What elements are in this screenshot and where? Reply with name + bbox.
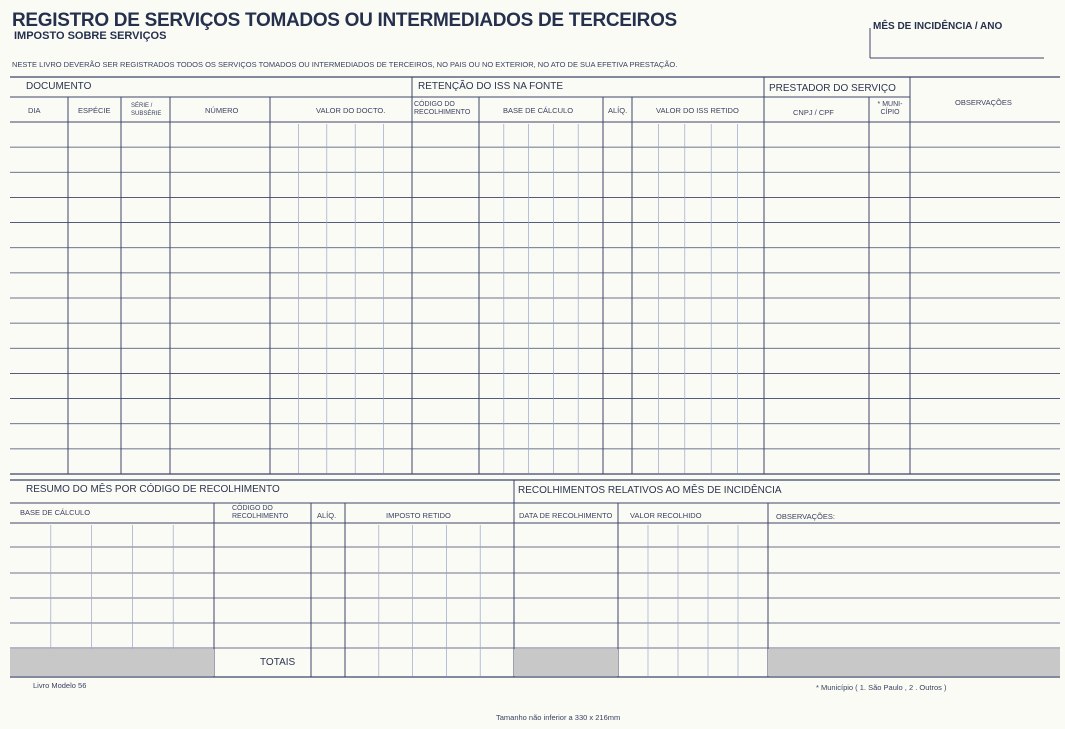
resumo-col-imposto: IMPOSTO RETIDO <box>386 511 451 520</box>
section-prestador: PRESTADOR DO SERVIÇO <box>769 83 896 94</box>
footer-municipio-note: * Município ( 1. São Paulo , 2 . Outros ) <box>816 683 947 692</box>
mes-incidencia-label: MÊS DE INCIDÊNCIA / ANO <box>873 21 1003 32</box>
resumo-col-base-calculo: BASE DE CÁLCULO <box>20 508 91 517</box>
form-title: REGISTRO DE SERVIÇOS TOMADOS OU INTERMEDIADOS DE TERCEIROS <box>12 10 677 31</box>
section-resumo: RESUMO DO MÊS POR CÓDIGO DE RECOLHIMENTO <box>26 484 280 495</box>
totais-shade-base <box>10 649 214 676</box>
col-aliq: ALÍQ. <box>608 106 628 115</box>
col-numero: NÚMERO <box>205 106 239 115</box>
col-codigo-recolhimento: CÓDIGO DO RECOLHIMENTO <box>414 101 471 116</box>
section-documento: DOCUMENTO <box>26 81 92 92</box>
section-observacoes: OBSERVAÇÕES <box>955 98 1012 107</box>
totais-shade-data <box>514 649 618 676</box>
col-municipio: * MUNI- CÍPIO <box>877 101 903 116</box>
section-retencao: RETENÇÃO DO ISS NA FONTE <box>418 81 564 92</box>
recolhimentos-col-data: DATA DE RECOLHIMENTO <box>519 511 613 520</box>
form-notice: NESTE LIVRO DEVERÃO SER REGISTRADOS TODOS OS SERVIÇOS TOMADOS OU INTERMEDIADOS DE TERCEIROS, NO PAIS OU NO EXTERIOR, NO ATO DE SUA EFETIVA PRESTAÇÃO. <box>12 60 678 69</box>
col-valor-iss: VALOR DO ISS RETIDO <box>656 106 739 115</box>
col-cnpj-cpf: CNPJ / CPF <box>793 108 834 117</box>
col-base-calculo: BASE DE CÁLCULO <box>503 106 574 115</box>
totais-shade-observacoes <box>768 649 1060 676</box>
col-especie: ESPÉCIE <box>78 106 111 115</box>
resumo-col-codigo: CÓDIGO DO RECOLHIMENTO <box>232 505 289 520</box>
col-dia: DIA <box>28 106 41 115</box>
footer-model: Livro Modelo 56 <box>33 681 87 690</box>
totais-label: TOTAIS <box>260 657 296 668</box>
section-recolhimentos: RECOLHIMENTOS RELATIVOS AO MÊS DE INCIDÊNCIA <box>518 485 782 496</box>
recolhimentos-col-observacoes: OBSERVAÇÕES: <box>776 512 835 521</box>
form-subtitle: IMPOSTO SOBRE SERVIÇOS <box>14 30 167 42</box>
col-valor-docto: VALOR DO DOCTO. <box>316 106 386 115</box>
footer-size-note: Tamanho não inferior a 330 x 216mm <box>496 713 621 722</box>
col-serie: SÉRIE / SUBSÉRIE <box>131 103 162 117</box>
resumo-col-aliq: ALÍQ. <box>317 511 337 520</box>
recolhimentos-col-valor: VALOR RECOLHIDO <box>630 511 702 520</box>
